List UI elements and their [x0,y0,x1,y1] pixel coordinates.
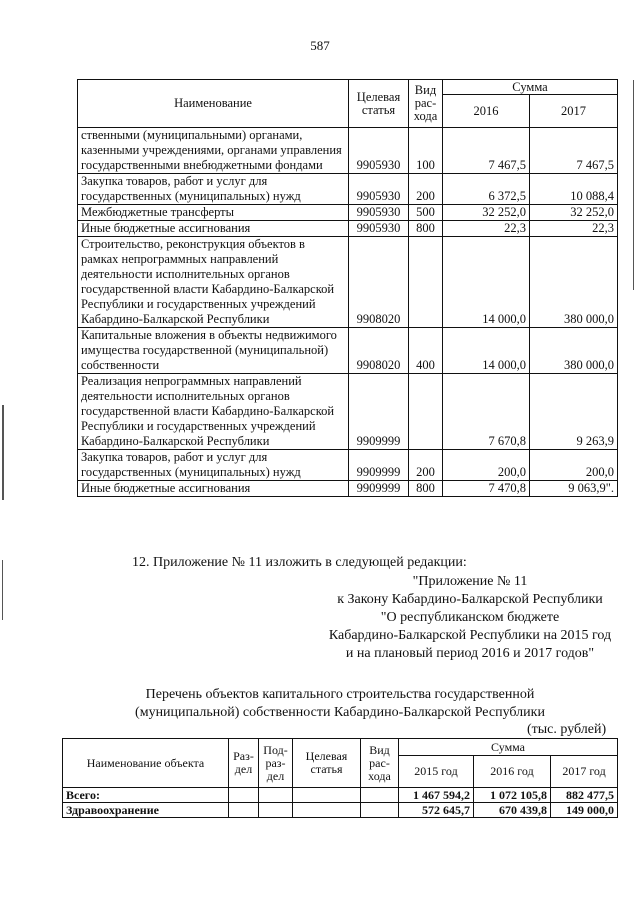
scan-edge-line [633,80,634,290]
row-2015: 1 467 594,2 [399,788,474,803]
row-type: 800 [409,481,443,497]
row-name: Всего: [63,788,229,803]
row-2016: 32 252,0 [443,205,530,221]
header-2016: 2016 год [474,756,551,788]
header-name: Наименование [78,80,349,128]
header-type: Вид рас-хода [361,739,399,788]
header-2017: 2017 год [551,756,618,788]
scan-edge-line [2,560,3,620]
row-name: Межбюджетные трансферты [78,205,349,221]
row-name: Здравоохранение [63,803,229,818]
row-code: 9905930 [349,174,409,205]
header-type: Вид рас-хода [409,80,443,128]
row-2017: 882 477,5 [551,788,618,803]
row-code: 9909999 [349,450,409,481]
appendix-line: к Закону Кабардино-Балкарской Республики [337,592,603,607]
row-type: 500 [409,205,443,221]
row-2017: 200,0 [530,450,618,481]
row-2016: 7 467,5 [443,128,530,174]
row-name: Капитальные вложения в объекты недвижимого имущества государственной (муниципальной) собственности [78,328,349,374]
appendix-line: "Приложение № 11 [412,574,528,589]
row-2017: 10 088,4 [530,174,618,205]
row-type: 200 [409,174,443,205]
row-2017: 32 252,0 [530,205,618,221]
objects-table [62,738,618,818]
table-row [78,481,618,497]
page-number: 587 [310,38,330,53]
header-sum: Сумма [443,80,618,95]
row-name: Закупка товаров, работ и услуг для государственных (муниципальных) нужд [78,450,349,481]
table-row [78,450,618,481]
table-row [78,374,618,450]
row-2016: 1 072 105,8 [474,788,551,803]
appendix-line: Кабардино-Балкарской Республики на 2015 год [328,628,612,643]
row-2016: 22,3 [443,221,530,237]
table-row [63,803,618,818]
row-2017: 9 063,9". [530,481,618,497]
row-2016: 7 470,8 [443,481,530,497]
header-podrazdel: Под-раз-дел [259,739,293,788]
row-2017: 149 000,0 [551,803,618,818]
row-2016: 6 372,5 [443,174,530,205]
instruction-text: 12. Приложение № 11 изложить в следующей редакции: [132,555,467,570]
row-code: 9908020 [349,328,409,374]
header-razdel: Раз-дел [229,739,259,788]
header-2016: 2016 [443,95,530,128]
appendix-line: и на плановый период 2016 и 2017 годов" [345,646,595,661]
row-2015: 572 645,7 [399,803,474,818]
row-2016: 7 670,8 [443,374,530,450]
title-line: Перечень объектов капитального строительства государственной [145,687,535,702]
table-row [78,205,618,221]
table-row [78,221,618,237]
table-row [78,128,618,174]
title-line: (муниципальной) собственности Кабардино-Балкарской Республики [135,705,545,720]
row-type: 200 [409,450,443,481]
row-code: 9905930 [349,221,409,237]
row-2016: 200,0 [443,450,530,481]
row-type: 400 [409,328,443,374]
header-sum: Сумма [399,739,618,756]
row-2017: 380 000,0 [530,237,618,328]
row-2016: 14 000,0 [443,328,530,374]
row-2017: 9 263,9 [530,374,618,450]
row-type: 800 [409,221,443,237]
row-name: Иные бюджетные ассигнования [78,221,349,237]
row-2017: 22,3 [530,221,618,237]
header-2017: 2017 [530,95,618,128]
row-type [409,374,443,450]
header-target: Целевая статья [349,80,409,128]
row-name: Строительство, реконструкция объектов в рамках непрограммных направлений деятельности исполнительных органов государственной власти Кабардино-Балкарской Республики и государственных учреждений Кабардино-Балкарской Республики [78,237,349,328]
table-row [78,174,618,205]
row-code: 9905930 [349,205,409,221]
row-code: 9905930 [349,128,409,174]
units-label: (тыс. рублей) [527,722,607,737]
budget-table [77,79,618,497]
row-2016: 670 439,8 [474,803,551,818]
row-code: 9909999 [349,481,409,497]
row-name: ственными (муниципальными) органами, казенными учреждениями, органами управления государственными внебюджетными фондами [78,128,349,174]
table-row [78,237,618,328]
table-row [78,328,618,374]
row-code: 9909999 [349,374,409,450]
row-2017: 380 000,0 [530,328,618,374]
row-name: Закупка товаров, работ и услуг для государственных (муниципальных) нужд [78,174,349,205]
header-2015: 2015 год [399,756,474,788]
row-name: Реализация непрограммных направлений деятельности исполнительных органов государственной власти Кабардино-Балкарской Республики и государственных учреждений Кабардино-Балкарской Республики [78,374,349,450]
appendix-line: "О республиканском бюджете [380,610,560,625]
row-2016: 14 000,0 [443,237,530,328]
scan-edge-line [2,405,4,500]
row-code: 9908020 [349,237,409,328]
row-name: Иные бюджетные ассигнования [78,481,349,497]
row-type [409,237,443,328]
row-2017: 7 467,5 [530,128,618,174]
header-target: Целевая статья [293,739,361,788]
table-row [63,788,618,803]
row-type: 100 [409,128,443,174]
header-object-name: Наименование объекта [63,739,229,788]
